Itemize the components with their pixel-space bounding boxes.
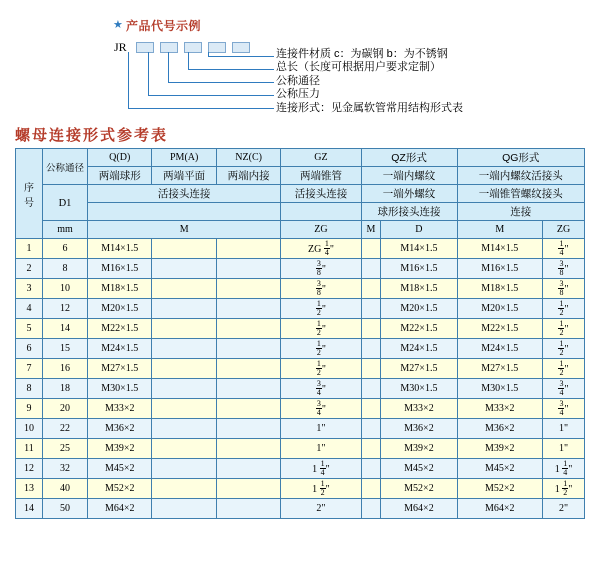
cell-qg-m: M39×2	[457, 439, 543, 459]
cell-dn: 40	[43, 479, 88, 499]
code-label: 公称压力	[276, 88, 320, 101]
leader-line	[128, 108, 274, 109]
cell-qg-zg: $\frac{1}{2}$ "	[543, 299, 585, 319]
cell-nz	[216, 339, 280, 359]
cell-qz-m	[361, 279, 381, 299]
header-qg-sub: 一端内螺纹活接头	[457, 167, 585, 185]
cell-gz: 1"	[281, 439, 361, 459]
cell-nz	[216, 319, 280, 339]
table-row	[16, 499, 585, 519]
cell-qg-m: M45×2	[457, 459, 543, 479]
cell-qz-d: M33×2	[381, 399, 457, 419]
cell-qd: M45×2	[88, 459, 152, 479]
cell-dn: 8	[43, 259, 88, 279]
cell-qg-zg: $\frac{1}{2}$ "	[543, 359, 585, 379]
cell-nz	[216, 359, 280, 379]
cell-qz-m	[361, 339, 381, 359]
header-dn-d1: D1	[43, 185, 88, 221]
cell-nz	[216, 399, 280, 419]
header-gz-sub: 两端锥管	[281, 167, 361, 185]
cell-qz-d: M20×1.5	[381, 299, 457, 319]
cell-index: 4	[16, 299, 43, 319]
cell-pm	[152, 399, 216, 419]
cell-qd: M39×2	[88, 439, 152, 459]
table-row	[16, 319, 585, 339]
cell-gz: $\frac{1}{2}$ "	[281, 339, 361, 359]
cell-qg-zg: 1"	[543, 439, 585, 459]
cell-gz: 1 $\frac{1}{4}$ "	[281, 459, 361, 479]
code-label-list	[276, 48, 586, 115]
cell-index: 8	[16, 379, 43, 399]
cell-index: 6	[16, 339, 43, 359]
table-row	[16, 359, 585, 379]
cell-pm	[152, 479, 216, 499]
header-qg-thread: 一端锥管螺纹接头	[457, 185, 585, 203]
cell-index: 10	[16, 419, 43, 439]
cell-qd: M27×1.5	[88, 359, 152, 379]
cell-nz	[216, 439, 280, 459]
cell-gz: $\frac{1}{2}$ "	[281, 319, 361, 339]
cell-qz-m	[361, 399, 381, 419]
table-row	[16, 419, 585, 439]
cell-qg-zg: 2"	[543, 499, 585, 519]
header-unit-qg-m: M	[457, 221, 543, 239]
cell-qz-m	[361, 299, 381, 319]
cell-qg-m: M22×1.5	[457, 319, 543, 339]
cell-qz-d: M16×1.5	[381, 259, 457, 279]
table-head	[16, 149, 585, 239]
header-blank2	[281, 203, 361, 221]
cell-qz-m	[361, 319, 381, 339]
section-title: 螺母连接形式参考表	[15, 127, 169, 144]
cell-qz-m	[361, 439, 381, 459]
code-label: 连接件材质 c：为碳钢 b：为不锈钢	[276, 48, 448, 60]
table-row	[16, 439, 585, 459]
cell-qg-zg: $\frac{3}{4}$ "	[543, 399, 585, 419]
cell-qd: M24×1.5	[88, 339, 152, 359]
header-gz: GZ	[281, 149, 361, 167]
header-seq: 序 号	[16, 149, 43, 239]
header-nz: NZ(C)	[216, 149, 280, 167]
code-label: 连接形式：见金属软管常用结构形式表	[276, 101, 463, 114]
cell-qg-zg: $\frac{3}{8}$ "	[543, 259, 585, 279]
cell-qd: M36×2	[88, 419, 152, 439]
cell-dn: 15	[43, 339, 88, 359]
cell-dn: 10	[43, 279, 88, 299]
cell-nz	[216, 479, 280, 499]
header-union-mid: 活接头连接	[281, 185, 361, 203]
cell-qg-m: M30×1.5	[457, 379, 543, 399]
cell-nz	[216, 299, 280, 319]
header-qd-sub: 两端球形	[88, 167, 152, 185]
table-header-row	[16, 167, 585, 185]
cell-qz-d: M45×2	[381, 459, 457, 479]
cell-qd: M22×1.5	[88, 319, 152, 339]
header-qd: Q(D)	[88, 149, 152, 167]
code-example-title: 产品代号示例	[126, 19, 202, 33]
cell-pm	[152, 499, 216, 519]
leader-line	[148, 95, 274, 96]
header-unit-qz-d: D	[381, 221, 457, 239]
cell-index: 11	[16, 439, 43, 459]
table-header-row	[16, 203, 585, 221]
cell-qz-d: M36×2	[381, 419, 457, 439]
cell-index: 2	[16, 259, 43, 279]
cell-nz	[216, 239, 280, 259]
header-unit-qg-zg: ZG	[543, 221, 585, 239]
cell-qg-zg: $\frac{3}{8}$ "	[543, 279, 585, 299]
code-box	[184, 42, 202, 53]
cell-nz	[216, 459, 280, 479]
table-row	[16, 379, 585, 399]
cell-qz-m	[361, 419, 381, 439]
cell-gz: ZG $\frac{1}{4}$ "	[281, 239, 361, 259]
cell-qg-zg: $\frac{1}{2}$ "	[543, 319, 585, 339]
code-box	[232, 42, 250, 53]
leader-line	[128, 52, 129, 109]
header-qg: QG形式	[457, 149, 585, 167]
header-qz-sub: 一端内螺纹	[361, 167, 457, 185]
cell-index: 12	[16, 459, 43, 479]
code-label: 公称通径	[276, 74, 320, 87]
cell-qz-m	[361, 359, 381, 379]
table-row	[16, 459, 585, 479]
cell-dn: 12	[43, 299, 88, 319]
cell-dn: 32	[43, 459, 88, 479]
cell-qg-m: M36×2	[457, 419, 543, 439]
table-row	[16, 259, 585, 279]
cell-qz-d: M14×1.5	[381, 239, 457, 259]
nut-connection-table	[15, 148, 585, 519]
cell-qz-m	[361, 259, 381, 279]
header-unit-zg: ZG	[281, 221, 361, 239]
cell-gz: $\frac{1}{2}$ "	[281, 299, 361, 319]
cell-nz	[216, 379, 280, 399]
cell-pm	[152, 299, 216, 319]
cell-qz-d: M30×1.5	[381, 379, 457, 399]
cell-pm	[152, 279, 216, 299]
cell-qd: M52×2	[88, 479, 152, 499]
cell-gz: $\frac{1}{2}$ "	[281, 359, 361, 379]
cell-gz: $\frac{3}{4}$ "	[281, 379, 361, 399]
cell-index: 14	[16, 499, 43, 519]
cell-index: 5	[16, 319, 43, 339]
cell-qg-m: M20×1.5	[457, 299, 543, 319]
cell-qd: M16×1.5	[88, 259, 152, 279]
cell-qg-zg: $\frac{1}{2}$ "	[543, 339, 585, 359]
code-box	[160, 42, 178, 53]
cell-index: 9	[16, 399, 43, 419]
table-row	[16, 239, 585, 259]
header-unit-mm: mm	[43, 221, 88, 239]
cell-dn: 14	[43, 319, 88, 339]
leader-line	[188, 52, 189, 70]
cell-pm	[152, 259, 216, 279]
header-unit-m: M	[88, 221, 281, 239]
code-label: 总长（长度可根据用户要求定制）	[276, 61, 441, 74]
table-header-row	[16, 149, 585, 167]
cell-qz-d: M24×1.5	[381, 339, 457, 359]
cell-nz	[216, 279, 280, 299]
cell-qz-d: M18×1.5	[381, 279, 457, 299]
cell-nz	[216, 419, 280, 439]
cell-nz	[216, 499, 280, 519]
cell-dn: 50	[43, 499, 88, 519]
table-row	[16, 299, 585, 319]
code-box	[208, 42, 226, 53]
cell-nz	[216, 259, 280, 279]
cell-qg-m: M18×1.5	[457, 279, 543, 299]
cell-pm	[152, 319, 216, 339]
cell-qz-m	[361, 479, 381, 499]
code-box	[136, 42, 154, 53]
header-connect: 连接	[457, 203, 585, 221]
header-unit-qz-m: M	[361, 221, 381, 239]
cell-pm	[152, 459, 216, 479]
cell-qd: M30×1.5	[88, 379, 152, 399]
cell-qg-m: M33×2	[457, 399, 543, 419]
header-qz: QZ形式	[361, 149, 457, 167]
cell-dn: 20	[43, 399, 88, 419]
cell-index: 13	[16, 479, 43, 499]
header-blank	[88, 203, 281, 221]
cell-qg-m: M24×1.5	[457, 339, 543, 359]
cell-qz-d: M52×2	[381, 479, 457, 499]
cell-qg-m: M52×2	[457, 479, 543, 499]
cell-qg-m: M14×1.5	[457, 239, 543, 259]
leader-line	[148, 52, 149, 96]
leader-line	[188, 69, 274, 70]
cell-dn: 6	[43, 239, 88, 259]
cell-qz-d: M22×1.5	[381, 319, 457, 339]
header-union-left: 活接头连接	[88, 185, 281, 203]
product-code-example	[0, 0, 600, 112]
header-pm-sub: 两端平面	[152, 167, 216, 185]
table-body	[16, 239, 585, 519]
cell-gz: $\frac{3}{4}$ "	[281, 399, 361, 419]
cell-qz-m	[361, 379, 381, 399]
cell-qg-zg: 1"	[543, 419, 585, 439]
leader-line	[168, 52, 169, 83]
table-row	[16, 399, 585, 419]
cell-gz: 1"	[281, 419, 361, 439]
code-prefix: JR	[114, 40, 127, 54]
cell-qz-d: M39×2	[381, 439, 457, 459]
cell-qg-m: M16×1.5	[457, 259, 543, 279]
cell-qd: M18×1.5	[88, 279, 152, 299]
cell-qg-m: M27×1.5	[457, 359, 543, 379]
star-icon: ★	[113, 19, 123, 31]
cell-qd: M20×1.5	[88, 299, 152, 319]
cell-qz-m	[361, 459, 381, 479]
cell-gz: $\frac{3}{8}$ "	[281, 279, 361, 299]
cell-index: 7	[16, 359, 43, 379]
cell-gz: 2"	[281, 499, 361, 519]
header-nz-sub: 两端内接	[216, 167, 280, 185]
cell-pm	[152, 239, 216, 259]
cell-index: 3	[16, 279, 43, 299]
header-qz-thread: 一端外螺纹	[361, 185, 457, 203]
cell-pm	[152, 419, 216, 439]
cell-dn: 22	[43, 419, 88, 439]
header-ball-joint: 球形接头连接	[361, 203, 457, 221]
cell-pm	[152, 339, 216, 359]
cell-pm	[152, 439, 216, 459]
cell-qd: M33×2	[88, 399, 152, 419]
header-dn: 公称通径	[43, 149, 88, 185]
cell-qd: M14×1.5	[88, 239, 152, 259]
cell-gz: $\frac{3}{8}$ "	[281, 259, 361, 279]
table-row	[16, 479, 585, 499]
cell-qg-zg: 1 $\frac{1}{2}$ "	[543, 479, 585, 499]
cell-pm	[152, 379, 216, 399]
leader-line	[208, 56, 274, 57]
table-header-row	[16, 185, 585, 203]
cell-qz-d: M64×2	[381, 499, 457, 519]
cell-qg-zg: $\frac{3}{4}$ "	[543, 379, 585, 399]
cell-qg-zg: 1 $\frac{1}{4}$ "	[543, 459, 585, 479]
code-boxes	[136, 42, 253, 54]
cell-dn: 18	[43, 379, 88, 399]
table-row	[16, 279, 585, 299]
cell-qz-d: M27×1.5	[381, 359, 457, 379]
cell-qg-zg: $\frac{1}{4}$ "	[543, 239, 585, 259]
cell-qg-m: M64×2	[457, 499, 543, 519]
cell-qz-m	[361, 499, 381, 519]
table-row	[16, 339, 585, 359]
cell-dn: 25	[43, 439, 88, 459]
header-pm: PM(A)	[152, 149, 216, 167]
table-header-row	[16, 221, 585, 239]
cell-qz-m	[361, 239, 381, 259]
leader-line	[168, 82, 274, 83]
cell-qd: M64×2	[88, 499, 152, 519]
cell-pm	[152, 359, 216, 379]
cell-gz: 1 $\frac{1}{2}$ "	[281, 479, 361, 499]
cell-dn: 16	[43, 359, 88, 379]
cell-index: 1	[16, 239, 43, 259]
